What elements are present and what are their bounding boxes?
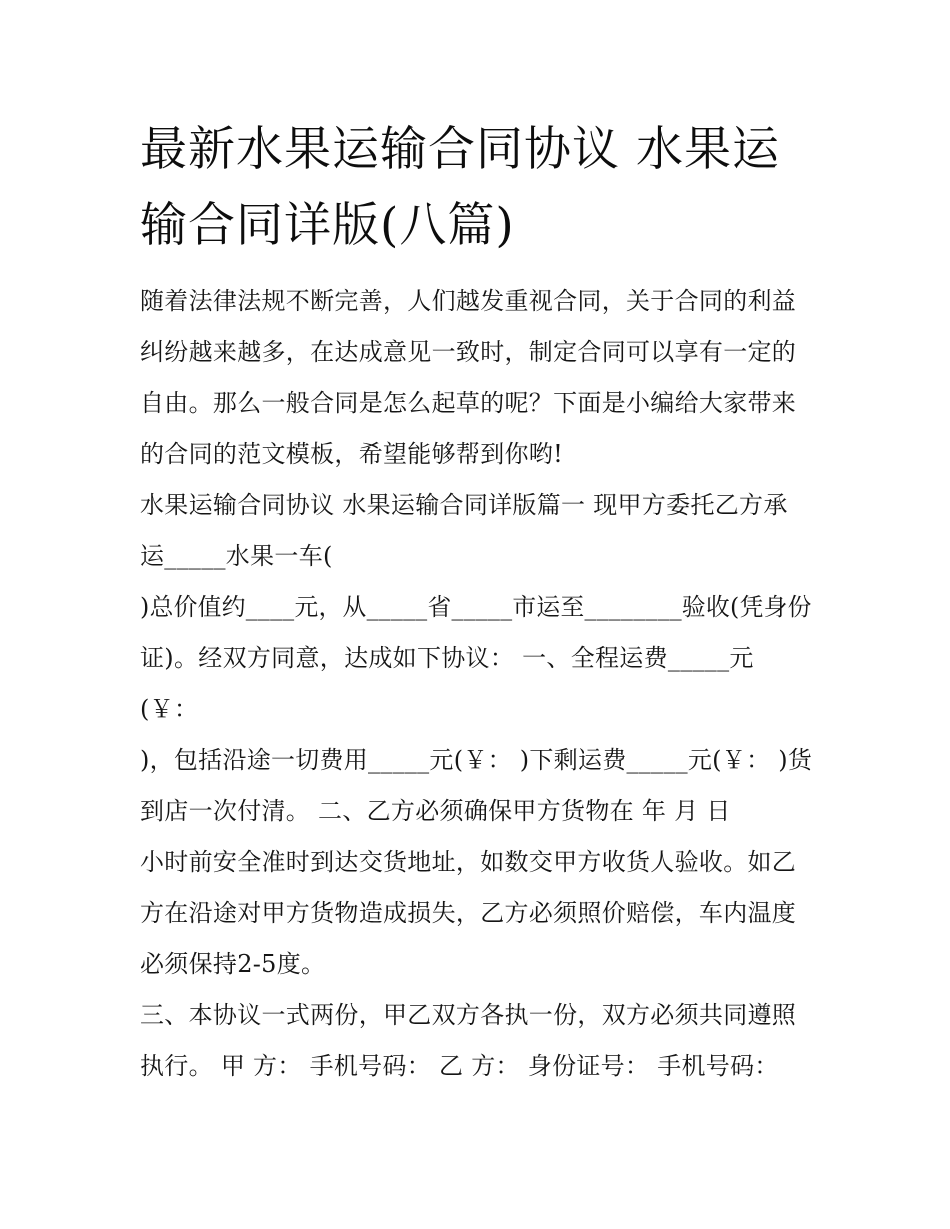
title-line-1: 最新水果运输合同协议 水果运 xyxy=(140,122,780,177)
body-line-10: )，包括沿途一切费用_____元(￥： )下剩运费_____元(￥： )货 xyxy=(140,746,813,774)
document-title xyxy=(140,112,820,264)
body-line-16: 执行。 甲 方： 手机号码： 乙 方： 身份证号： 手机号码： xyxy=(140,1052,779,1080)
body-line-8: 证)。经双方同意，达成如下协议： 一、全程运费_____元 xyxy=(140,644,754,672)
body-line-6: 运_____水果一车( xyxy=(140,542,333,570)
body-line-7: )总价值约____元，从_____省_____市运至________验收(凭身份 xyxy=(140,593,812,621)
title-line-2: 输合同详版(八篇) xyxy=(140,198,515,253)
body-line-9: (￥： xyxy=(140,695,199,723)
body-line-1: 随着法律法规不断完善，人们越发重视合同，关于合同的利益 xyxy=(140,287,797,315)
body-line-13: 方在沿途对甲方货物造成损失，乙方必须照价赔偿，车内温度 xyxy=(140,899,797,927)
body-line-12: 小时前安全准时到达交货地址，如数交甲方收货人验收。如乙 xyxy=(140,848,797,876)
body-line-11: 到店一次付清。 二、乙方必须确保甲方货物在 年 月 日 xyxy=(140,797,731,825)
body-line-4: 的合同的范文模板，希望能够帮到你哟! xyxy=(140,440,564,468)
body-line-15: 三、本协议一式两份，甲乙双方各执一份，双方必须共同遵照 xyxy=(140,1001,797,1029)
body-line-2: 纠纷越来越多，在达成意见一致时，制定合同可以享有一定的 xyxy=(140,338,797,366)
body-line-3: 自由。那么一般合同是怎么起草的呢？下面是小编给大家带来 xyxy=(140,389,797,417)
body-line-14: 必须保持2-5度。 xyxy=(140,950,326,978)
body-line-5: 水果运输合同协议 水果运输合同详版篇一 现甲方委托乙方承 xyxy=(140,491,788,519)
